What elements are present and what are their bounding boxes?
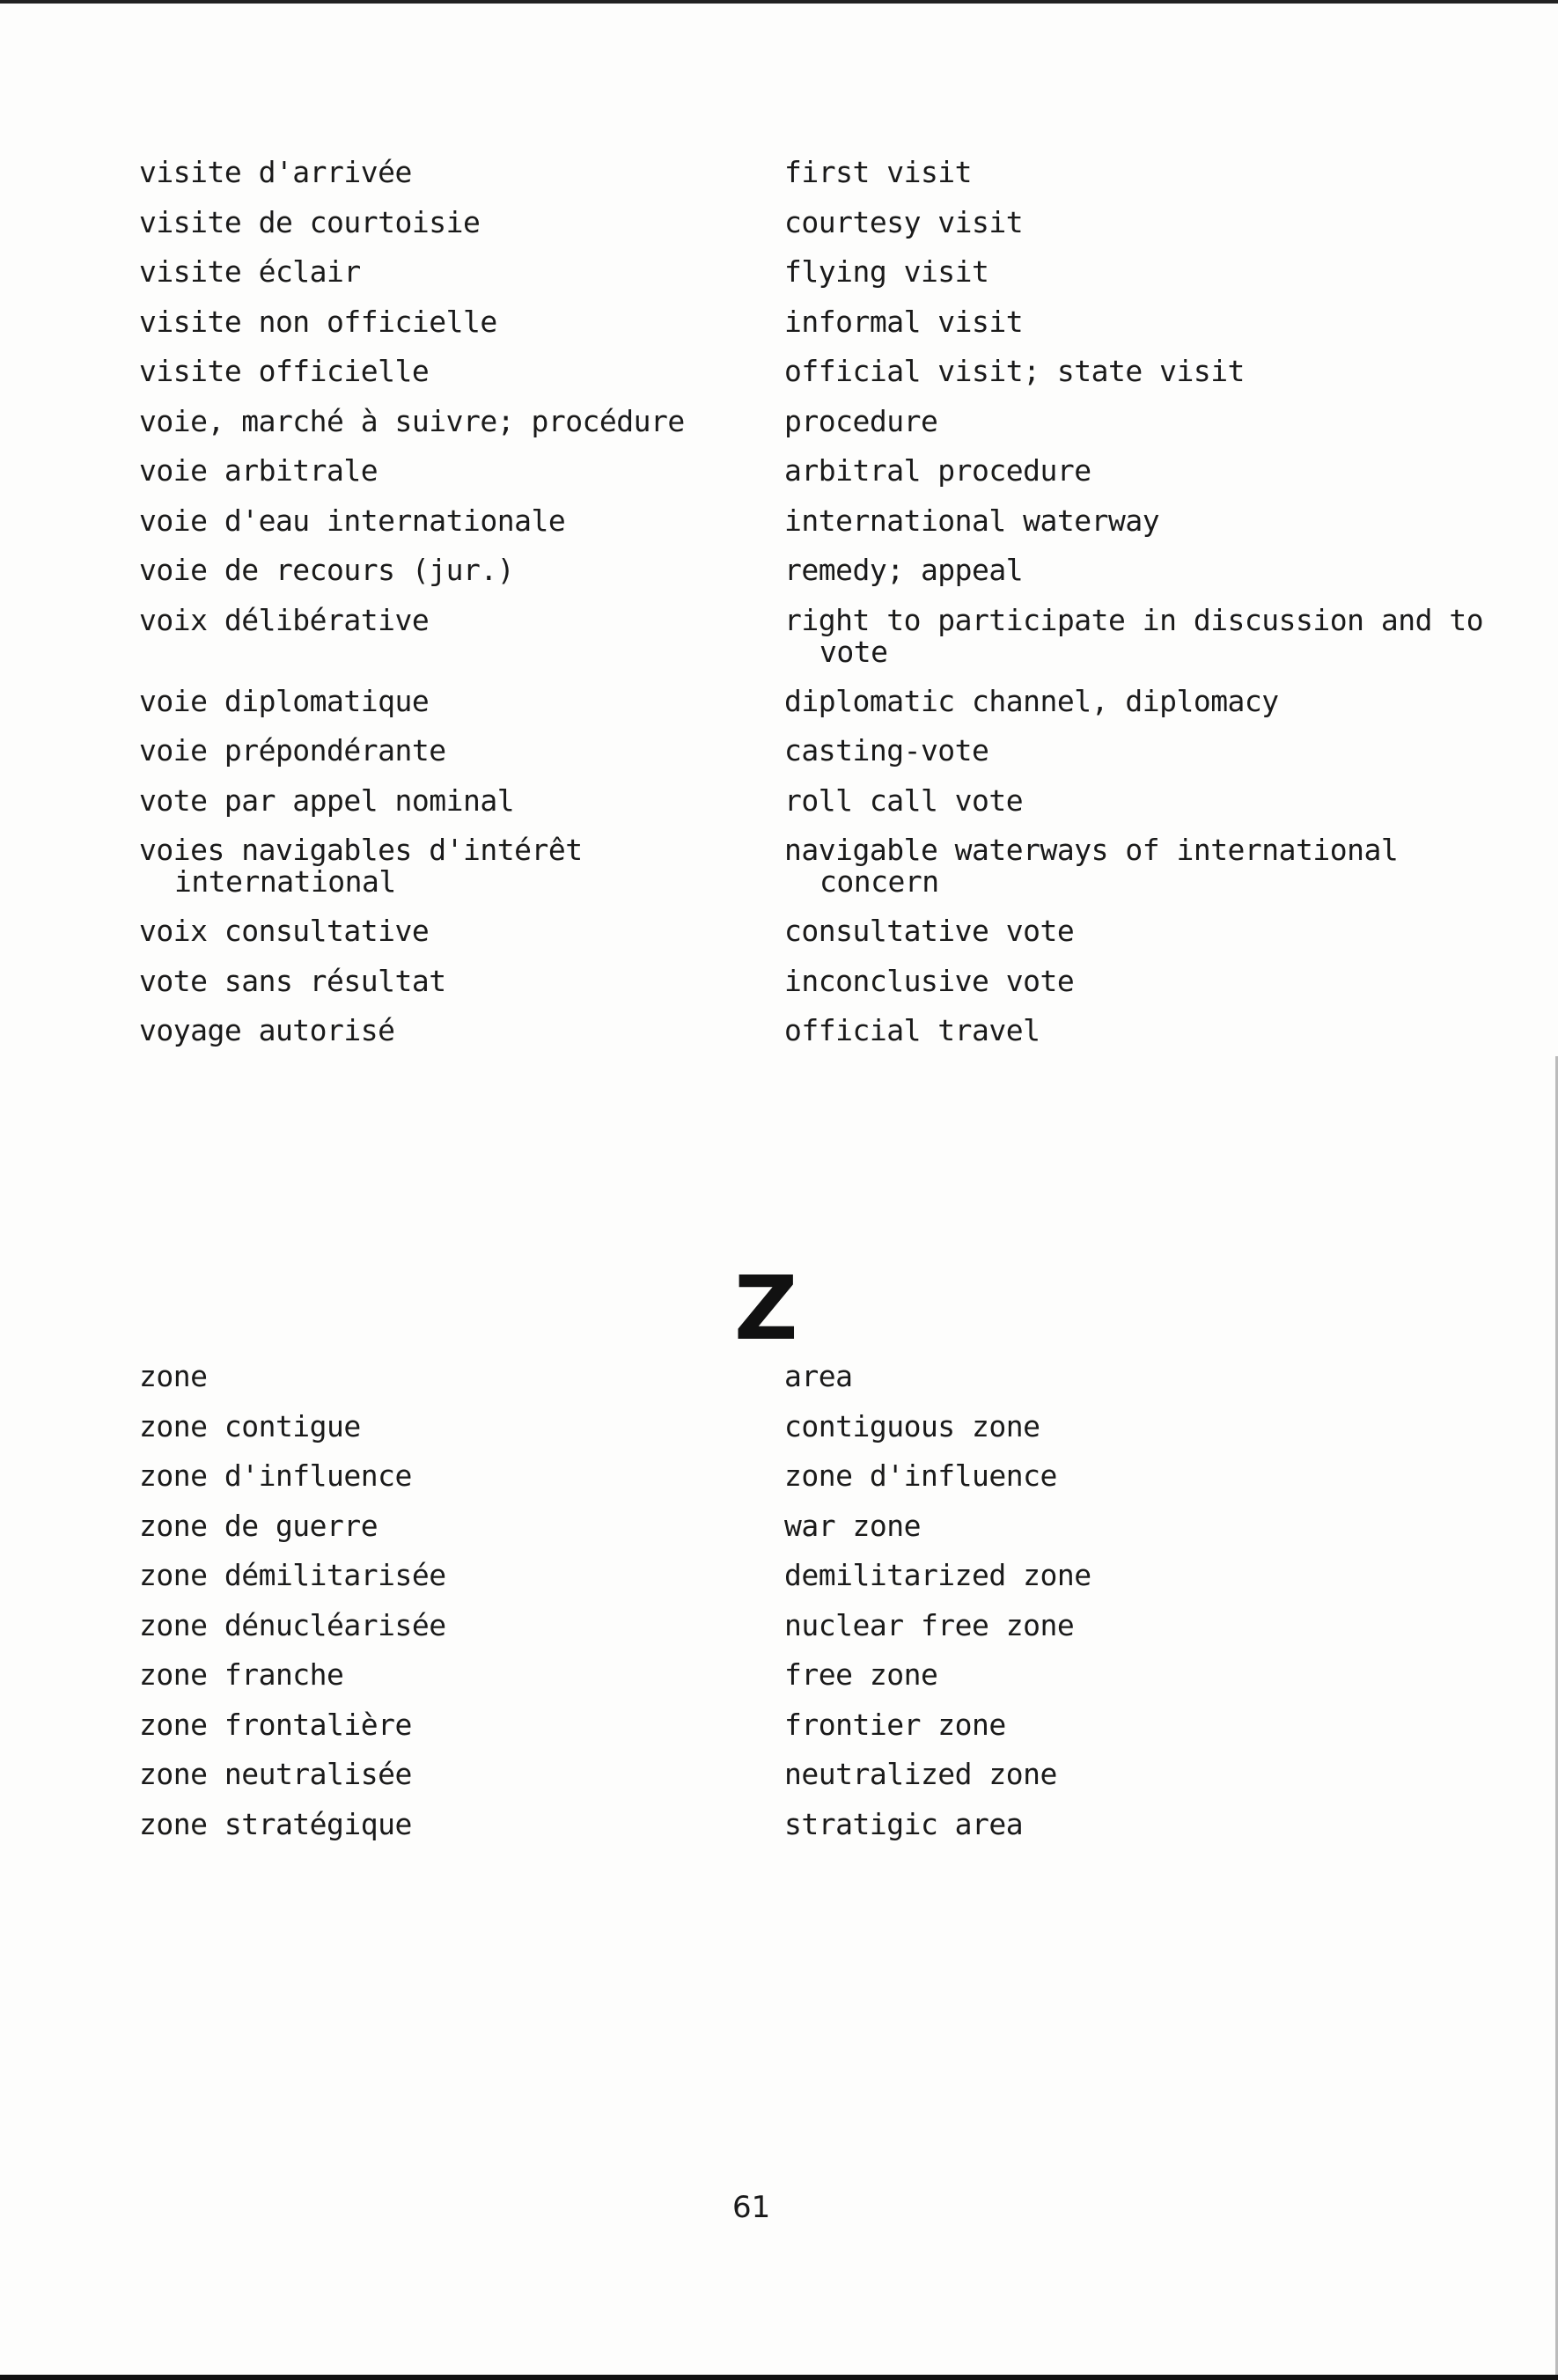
english-term: procedure xyxy=(784,403,938,438)
glossary-entry xyxy=(0,403,1558,456)
english-term: inconclusive vote xyxy=(784,963,1075,998)
french-term: visite d'arrivée xyxy=(139,155,412,189)
french-term: zone neutralisée xyxy=(139,1757,412,1791)
bottom-border xyxy=(0,2375,1558,2380)
english-term: roll call vote xyxy=(784,782,1024,818)
english-term: remedy; appeal xyxy=(784,553,1024,587)
glossary-entry xyxy=(0,256,1558,306)
english-term: area xyxy=(784,1359,853,1393)
french-term: voie, marché à suivre; procédure xyxy=(139,403,685,438)
english-term-line: navigable waterways of international xyxy=(784,833,1399,867)
french-term: voyage autorisé xyxy=(139,1013,395,1047)
glossary-entry xyxy=(0,455,1558,505)
glossary-entry xyxy=(0,782,1558,835)
glossary-entry xyxy=(0,356,1558,406)
french-term: visite éclair xyxy=(139,254,361,289)
glossary-entry xyxy=(0,1015,1558,1065)
french-term: vote sans résultat xyxy=(139,963,446,998)
glossary-entry xyxy=(0,1759,1558,1809)
glossary-entry xyxy=(0,735,1558,785)
english-term: frontier zone xyxy=(784,1707,1006,1742)
glossary-entry xyxy=(0,555,1558,605)
glossary-section-z xyxy=(0,1361,1558,1858)
french-term: zone franche xyxy=(139,1657,344,1692)
french-term: voie diplomatique xyxy=(139,683,430,718)
english-term: free zone xyxy=(784,1657,938,1692)
french-term xyxy=(139,834,755,898)
english-term: demilitarized zone xyxy=(784,1558,1091,1592)
english-term: diplomatic channel, diplomacy xyxy=(784,683,1279,718)
french-term: zone xyxy=(139,1359,208,1393)
page-number: 61 xyxy=(732,2190,771,2225)
glossary-entry xyxy=(0,204,1558,257)
glossary-entry xyxy=(0,1607,1558,1660)
glossary-entry xyxy=(0,1560,1558,1610)
french-term: voie d'eau internationale xyxy=(139,503,566,538)
english-term: nuclear free zone xyxy=(784,1607,1075,1642)
glossary-entry xyxy=(0,1709,1558,1759)
french-term: voie arbitrale xyxy=(139,453,378,488)
english-term: neutralized zone xyxy=(784,1757,1057,1791)
french-term: voix consultative xyxy=(139,914,430,948)
glossary-entry xyxy=(0,1408,1558,1461)
glossary-entry xyxy=(0,683,1558,736)
english-term: war zone xyxy=(784,1508,921,1543)
glossary-entry xyxy=(0,1806,1558,1859)
english-term: contiguous zone xyxy=(784,1408,1040,1443)
glossary-section-v xyxy=(0,157,1558,1065)
glossary-entry xyxy=(0,915,1558,966)
french-term: zone démilitarisée xyxy=(139,1558,446,1592)
english-term: arbitral procedure xyxy=(784,453,1091,488)
english-term xyxy=(784,602,1488,669)
english-term: courtesy visit xyxy=(784,204,1024,239)
english-term: official travel xyxy=(784,1013,1040,1047)
english-term-continuation: vote xyxy=(819,634,888,669)
french-term: visite non officielle xyxy=(139,304,497,339)
french-term: zone dénucléarisée xyxy=(139,1607,446,1642)
english-term: zone d'influence xyxy=(784,1458,1057,1493)
french-term: zone d'influence xyxy=(139,1458,412,1493)
glossary-entry xyxy=(0,1510,1558,1561)
top-border xyxy=(0,0,1558,4)
glossary-entry xyxy=(0,834,1558,915)
french-term-continuation: international xyxy=(174,864,396,899)
glossary-entry xyxy=(0,1460,1558,1510)
french-term: visite officielle xyxy=(139,354,430,388)
glossary-entry xyxy=(0,1659,1558,1709)
english-term-line: right to participate in discussion and to xyxy=(784,602,1484,637)
glossary-entry xyxy=(0,306,1558,356)
english-term: official visit; state visit xyxy=(784,354,1245,388)
french-term: zone de guerre xyxy=(139,1508,378,1543)
french-term: voie prépondérante xyxy=(139,733,446,768)
glossary-entry xyxy=(0,602,1558,686)
french-term: zone contigue xyxy=(139,1408,361,1443)
english-term: international waterway xyxy=(784,503,1160,538)
glossary-entry xyxy=(0,1361,1558,1411)
glossary-entry xyxy=(0,963,1558,1016)
french-term: zone stratégique xyxy=(139,1806,412,1841)
glossary-entry xyxy=(0,157,1558,207)
english-term: first visit xyxy=(784,155,973,189)
english-term-continuation: concern xyxy=(819,864,939,899)
english-term: consultative vote xyxy=(784,914,1075,948)
letter-heading: Z xyxy=(734,1257,798,1360)
english-term xyxy=(784,834,1488,898)
english-term: stratigic area xyxy=(784,1806,1024,1841)
french-term: vote par appel nominal xyxy=(139,782,515,818)
french-term: voie de recours (jur.) xyxy=(139,553,515,587)
french-term: zone frontalière xyxy=(139,1707,412,1742)
french-term-line: voies navigables d'intérêt xyxy=(139,833,583,867)
french-term: voix délibérative xyxy=(139,602,430,637)
english-term: flying visit xyxy=(784,254,989,289)
french-term: visite de courtoisie xyxy=(139,204,481,239)
english-term: informal visit xyxy=(784,304,1024,339)
english-term: casting-vote xyxy=(784,733,989,768)
glossary-entry xyxy=(0,505,1558,555)
